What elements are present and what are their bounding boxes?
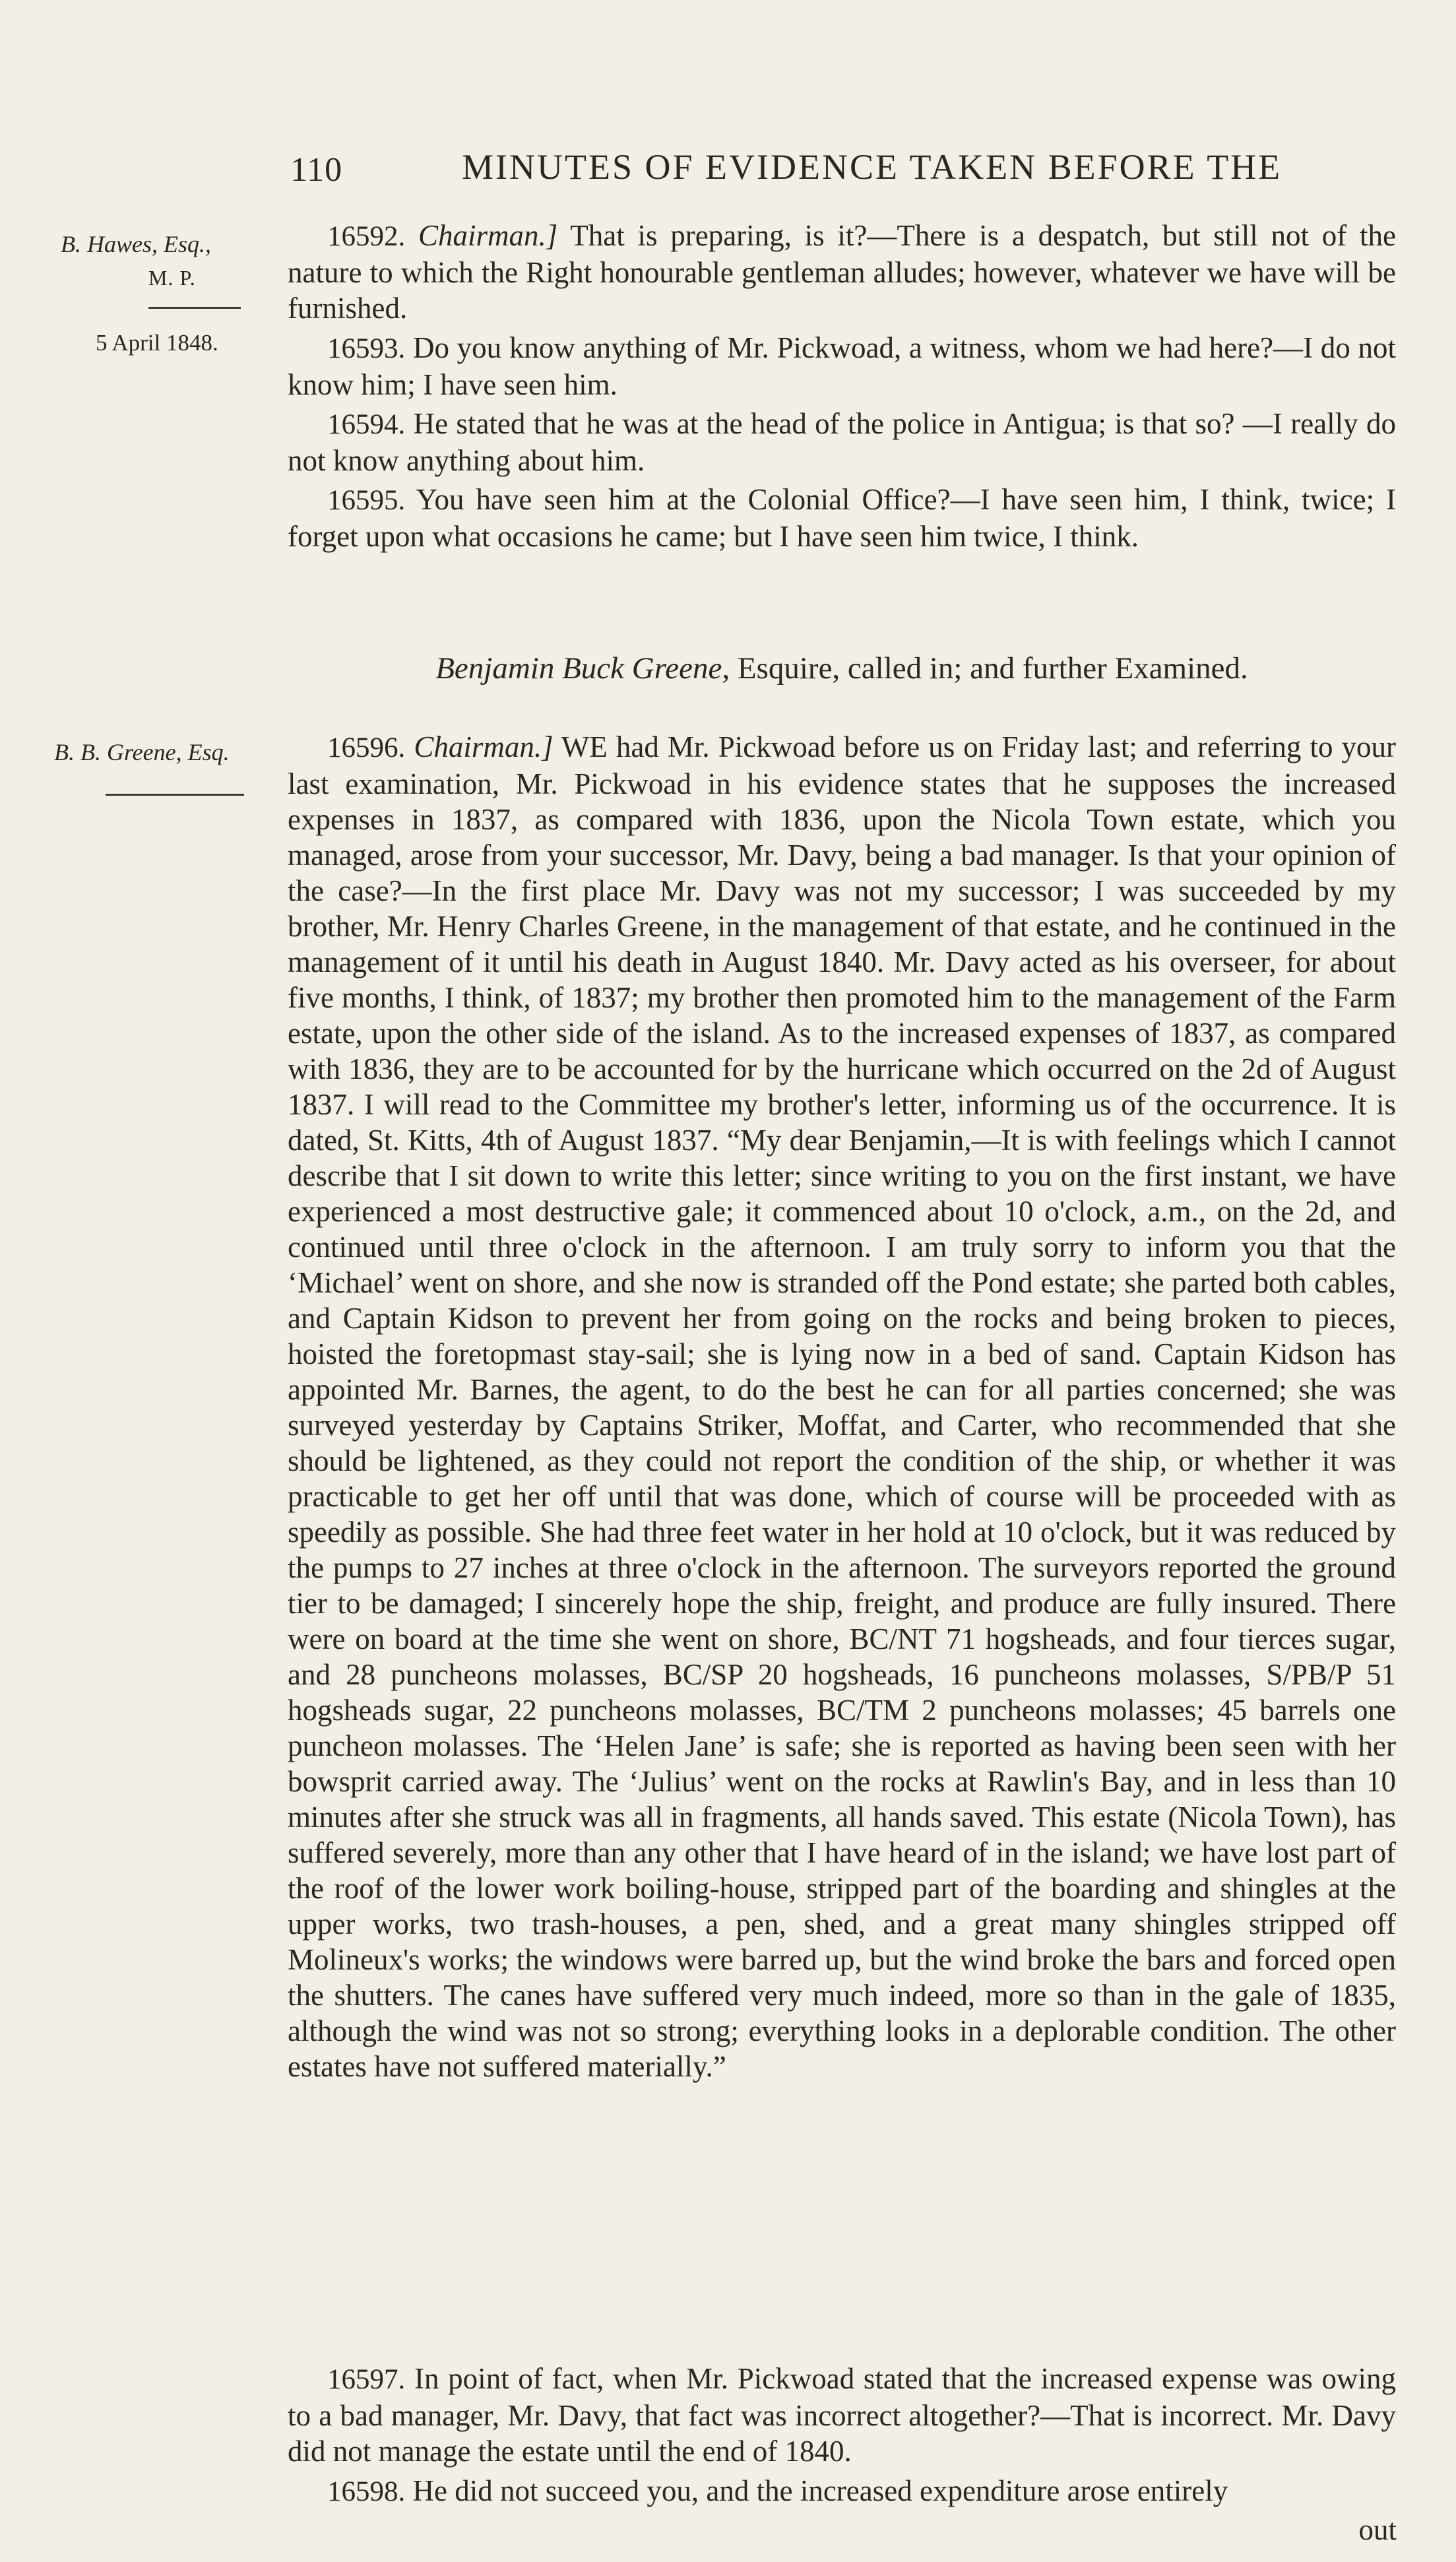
margin-date: 5 April 1848. (96, 330, 218, 356)
speaker-label: Chairman.] (418, 219, 558, 252)
page-number: 110 (290, 151, 343, 189)
paragraph-16594 (288, 406, 1396, 478)
paragraph-text: WE had Mr. Pickwoad before us on Friday last; and referring to your last examination, Mr. Pickwoad in his evidence states that he supposes the increased expenses in 1837, as compared with 1836, upon the Nicola Town estate, which you managed, arose from your successor, Mr. Davy, being a bad manager. Is that your opinion of the case?—In the first place Mr. Davy was not my successor; I was succeeded by my brother, Mr. Henry Charles Greene, in the management of that estate, and he continued in the management of it until his death in August 1840. Mr. Davy acted as his overseer, for about five months, I think, of 1837; my brother then promoted him to the management of the Farm estate, upon the other side of the island. As to the increased expenses of 1837, as compared with 1836, they are to be accounted for by the hurricane which occurred on the 2d of August 1837. I will read to the Committee my brother's letter, informing us of the occurrence. It is dated, St. Kitts, 4th of August 1837. “My dear Benjamin,—It is with feelings which I cannot describe that I sit down to write this letter; since writing to you on the first instant, we have experienced a most destructive gale; it commenced about 10 o'clock, a.m., on the 2d, and continued until three o'clock in the afternoon. I am truly sorry to inform you that the ‘Michael’ went on shore, and she now is stranded off the Pond estate; she parted both cables, and Captain Kidson to prevent her from going on the rocks and being broken to pieces, hoisted the foretopmast stay-sail; she is lying now in a bed of sand. Captain Kidson has appointed Mr. Barnes, the agent, to do the best he can for all parties concerned; she was surveyed yesterday by Captains Striker, Moffat, and Carter, who recommended that she should be lightened, as they could not report the condition of the ship, or whether it was practicable to get her off until that was done, which of course will be proceeded with as speedily as possible. She had three feet water in her hold at 10 o'clock, but it was reduced by the pumps to 27 inches at three o'clock in the afternoon. The surveyors reported the ground tier to be damaged; I sincerely hope the ship, freight, and produce are fully insured. There were on board at the time she went on shore, BC/NT 71 hogsheads, and four tierces sugar, and 28 puncheons molasses, BC/SP 20 hogsheads, 16 puncheons molasses, S/PB/P 51 hogsheads sugar, 22 puncheons molasses, BC/TM 2 puncheons molasses; 45 barrels one puncheon molasses. The ‘Helen Jane’ is safe; she is reported as having been seen with her bowsprit carried away. The ‘Julius’ went on the rocks at Rawlin's Bay, and in less than 10 minutes after she struck was all in fragments, all hands saved. This estate (Nicola Town), has suffered severely, more than any other that I have heard of in the island; we have lost part of the roof of the lower work boiling-house, stripped part of the boarding and shingles at the upper works, two trash-houses, a pen, shed, and a great many shingles stripped off Molineux's works; the windows were barred up, but the wind broke the bars and forced open the shutters. The canes have suffered very much indeed, more so than in the gale of 1835, although the wind was not so strong; everything looks in a deplorable condition. The other estates have not suffered materially.” (288, 730, 1396, 2083)
paragraph-16597 (288, 2361, 1396, 2469)
running-title: MINUTES OF EVIDENCE TAKEN BEFORE THE (462, 147, 1282, 187)
paragraph-16595 (288, 482, 1396, 554)
paragraph-number: 16598. (327, 2476, 406, 2507)
paragraph-text: That is preparing, is it?—There is a despatch, but still not of the nature to which the Right honourable gentleman alludes; however, whatever we have will be furnished. (288, 219, 1397, 325)
witness-name: Benjamin Buck Greene, (435, 651, 730, 686)
margin-witness-1-title-block (148, 261, 196, 294)
paragraph-number: 16594. (327, 409, 406, 440)
margin-rule-1 (148, 307, 241, 309)
margin-witness-1 (61, 228, 211, 261)
margin-rule-2 (106, 794, 244, 796)
paragraph-text: You have seen him at the Colonial Office?—I have seen him, I think, twice; I forget upon what occasions he came; but I have seen him twice, I think. (288, 483, 1396, 553)
paragraph-number: 16593. (327, 333, 406, 364)
paragraph-number: 16595. (327, 485, 406, 516)
paragraph-text: He stated that he was at the head of the police in Antigua; is that so? —I really do not know anything about him. (288, 407, 1396, 477)
witness-heading (288, 650, 1396, 687)
paragraph-number: 16596. (327, 732, 406, 763)
speaker-label: Chairman.] (414, 730, 554, 763)
paragraph-text: He did not succeed you, and the increased expenditure arose entirely (405, 2474, 1228, 2507)
paragraph-16593 (288, 330, 1396, 402)
margin-witness-1-name: B. Hawes, Esq., (61, 231, 211, 257)
margin-witness-2 (54, 736, 230, 769)
paragraph-number: 16592. (327, 221, 406, 252)
page-header (0, 146, 1456, 193)
margin-witness-1-title: M. P. (148, 266, 196, 290)
witness-heading-rest: Esquire, called in; and further Examined. (730, 651, 1248, 686)
paragraph-16592 (288, 218, 1396, 326)
margin-witness-2-name: B. B. Greene, Esq. (54, 739, 230, 765)
catchword: out (1358, 2513, 1397, 2546)
paragraph-text: Do you know anything of Mr. Pickwoad, a witness, whom we had here?—I do not know him; I have seen him. (288, 331, 1396, 401)
paragraph-16596 (288, 729, 1396, 2084)
paragraph-number: 16597. (327, 2364, 406, 2395)
paragraph-text: In point of fact, when Mr. Pickwoad stated that the increased expense was owing to a bad manager, Mr. Davy, that fact was incorrect altogether?—That is incorrect. Mr. Davy did not manage the estate until the end of 1840. (288, 2362, 1396, 2468)
paragraph-16598 (288, 2473, 1396, 2510)
margin-date-block (96, 327, 218, 360)
